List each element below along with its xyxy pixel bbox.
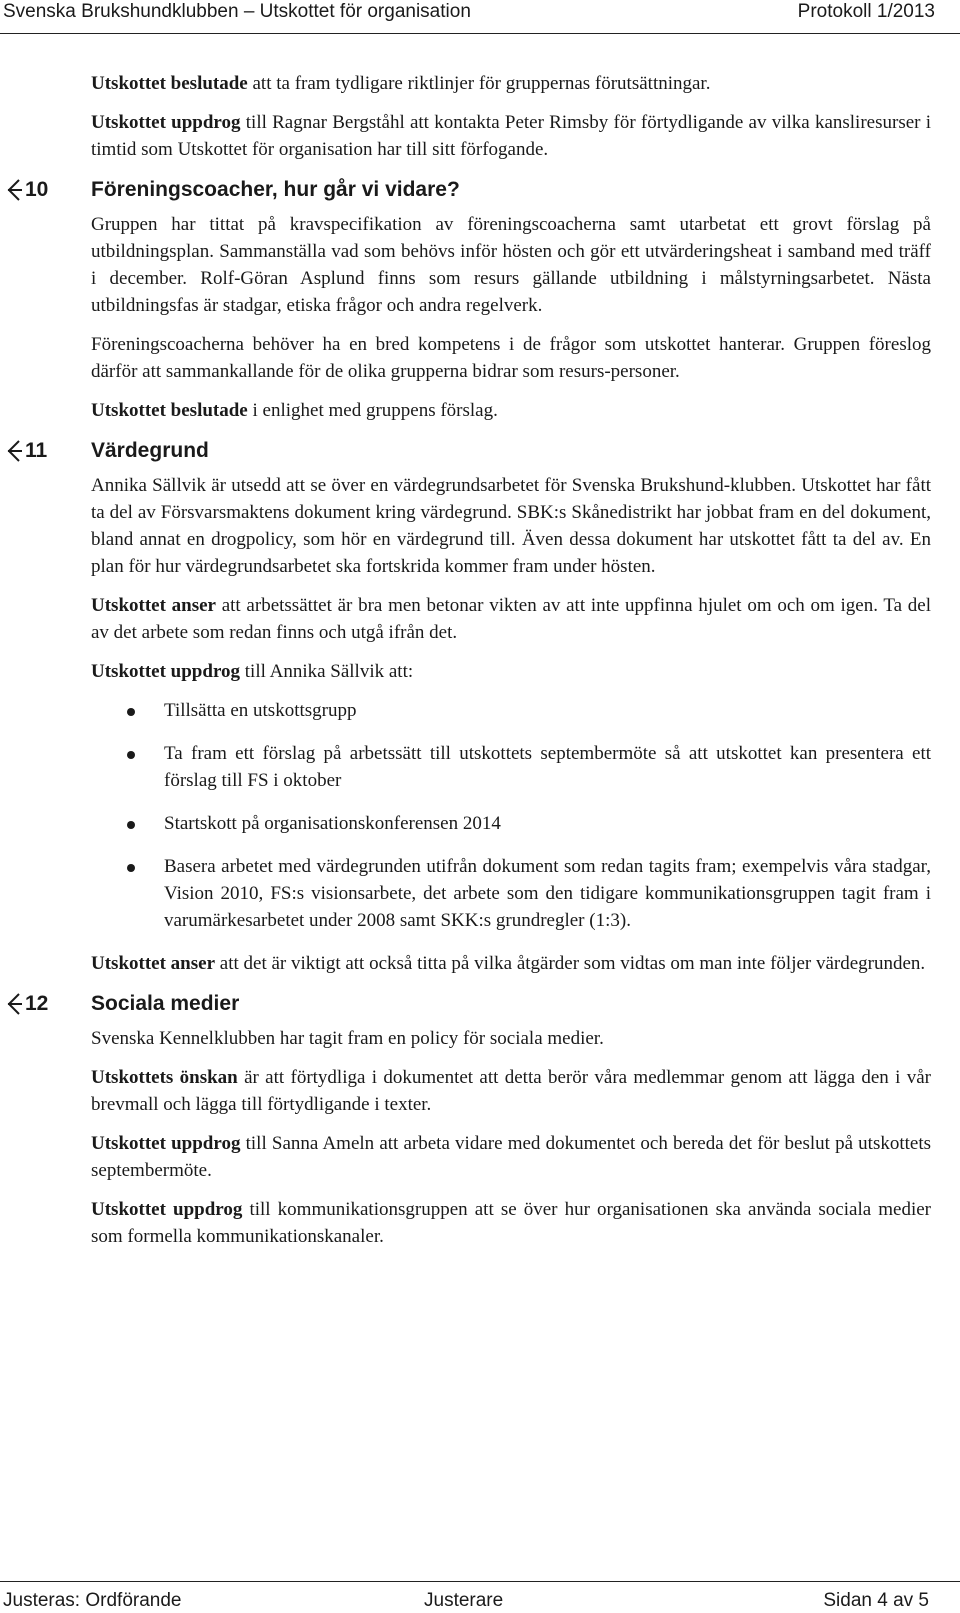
decision-keyword: Utskottet anser — [91, 953, 216, 974]
footer-rule — [0, 1581, 960, 1582]
page-header — [0, 0, 960, 24]
header-organisation: Svenska Brukshundklubben – Utskottet för organisation — [3, 1, 471, 22]
assignment-list — [91, 697, 931, 934]
section-10-paragraph-3 — [91, 397, 931, 424]
bullet-icon — [127, 708, 135, 716]
decision-keyword: Utskottet uppdrog — [91, 661, 241, 682]
section-12-paragraph-3 — [91, 1130, 931, 1184]
list-item — [0, 853, 931, 934]
paragraph-text: till Sanna Ameln att arbeta vidare med dokumentet och bereda det för beslut på utskottets septembermöte. — [91, 1133, 932, 1181]
decision-keyword: Utskottet uppdrog — [91, 1199, 243, 1220]
section-11-paragraph-1: Annika Sällvik är utsedd att se över en värdegrundsarbetet för Svenska Brukshund-klubben. Utskottet har fått ta del av Försvarsmaktens dokument kring värdegrund. SBK:s Skånedistrikt har jobbat fram en del dokument, bland annat en drogpolicy, som hör en värdegrund till. Även dessa dokument har utskottet fått ta del av. En plan för hur värdegrundsarbetet ska fortskrida kommer fram under hösten. — [91, 475, 931, 577]
section-number: 10 — [25, 178, 49, 201]
list-item — [0, 697, 931, 724]
section-heading-11 — [0, 436, 960, 466]
list-item-text: Startskott på organisationskonferensen 2014 — [164, 813, 501, 834]
section-title: Föreningscoacher, hur går vi vidare? — [91, 178, 460, 201]
page-number: Sidan 4 av 5 — [823, 1590, 929, 1611]
decision-keyword: Utskottet beslutade — [91, 73, 248, 94]
section-10-paragraph-1: Gruppen har tittat på kravspecifikation av föreningscoacherna samt utarbetat ett grovt förslag på utbildningsplan. Sammanställa vad som behövs inför hösten och gör ett utvärderingsheat i samband med träff i december. Rolf-Göran Asplund finns som resurs gällande utbildning i målstyrningsarbetet. Nästa utbildningsfas är stadgar, etiska frågor och andra regelverk. — [91, 214, 931, 316]
section-marker-icon — [6, 179, 22, 201]
section-marker-icon — [6, 440, 22, 462]
section-marker-icon — [6, 993, 22, 1015]
decision-keyword: Utskottet uppdrog — [91, 1133, 241, 1154]
section-11-paragraph-2 — [91, 592, 931, 646]
section-10-body — [91, 211, 931, 424]
decision-keyword: Utskottet anser — [91, 595, 216, 616]
section-10-paragraph-2: Föreningscoacherna behöver ha en bred kompetens i de frågor som utskottet hanterar. Gruppen föreslog därför att sammankallande för de olika grupperna bidrar som resurs-personer. — [91, 334, 931, 382]
list-item-text: Basera arbetet med värdegrunden utifrån dokument som redan tagits fram; exempelvis våra stadgar, Vision 2010, FS:s visionsarbete, det arbete som den tidigare kommunikationsgruppen tagit fram i varumärkesarbetet under 2008 samt SKK:s grundregler (1:3). — [164, 856, 931, 931]
header-protocol-number: Protokoll 1/2013 — [797, 1, 935, 22]
bullet-icon — [127, 821, 135, 829]
footer-approval-adjuster: Justerare — [424, 1590, 504, 1611]
section-12-body — [91, 1025, 931, 1250]
intro-block — [91, 70, 931, 163]
section-12-paragraph-2 — [91, 1064, 931, 1118]
paragraph-text: är att förtydliga i dokumentet att detta berör våra medlemmar genom att lägga den i vår brevmall och lägga till förtydligande i texter. — [91, 1067, 931, 1115]
section-11-conclusion — [91, 950, 931, 977]
paragraph-text: till kommunikationsgruppen att se över hur organisationen ska använda sociala medier som formella kommunikationskanaler. — [91, 1199, 931, 1247]
section-12-paragraph-1: Svenska Kennelklubben har tagit fram en policy för sociala medier. — [91, 1028, 604, 1049]
paragraph-text: att ta fram tydligare riktlinjer för gruppernas förutsättningar. — [247, 73, 711, 94]
list-item-text: Tillsätta en utskottsgrupp — [164, 700, 357, 721]
section-12-paragraph-4 — [91, 1196, 931, 1250]
decision-keyword: Utskottet beslutade — [91, 400, 248, 421]
section-heading-10 — [0, 175, 960, 205]
intro-paragraph-2 — [91, 109, 931, 163]
bullet-icon — [127, 751, 135, 759]
decision-keyword: Utskottets önskan — [91, 1067, 238, 1088]
section-11-body — [91, 472, 931, 685]
section-title: Sociala medier — [91, 992, 240, 1015]
paragraph-text: till Annika Sällvik att: — [240, 661, 414, 682]
section-heading-12 — [0, 989, 960, 1019]
list-item — [0, 740, 931, 794]
section-number: 11 — [25, 439, 48, 462]
bullet-icon — [127, 864, 135, 872]
page-footer — [0, 1589, 960, 1613]
section-11-paragraph-3 — [91, 658, 931, 685]
paragraph-text: i enlighet med gruppens förslag. — [247, 400, 498, 421]
intro-paragraph-1 — [91, 70, 931, 97]
decision-keyword: Utskottet uppdrog — [91, 112, 241, 133]
footer-approval-chair: Justeras: Ordförande — [3, 1590, 182, 1611]
document-body — [0, 70, 960, 1262]
list-item — [0, 810, 931, 837]
header-rule — [0, 33, 960, 34]
section-number: 12 — [25, 992, 49, 1015]
section-11-paragraph-4 — [91, 950, 931, 977]
list-item-text: Ta fram ett förslag på arbetssätt till utskottets septembermöte så att utskottet kan presentera ett förslag till FS i oktober — [164, 743, 931, 791]
paragraph-text: till Ragnar Bergståhl att kontakta Peter Rimsby för förtydligande av vilka kansliresurser i timtid som Utskottet för organisation har till sitt förfogande. — [91, 112, 931, 160]
section-title: Värdegrund — [91, 439, 209, 462]
paragraph-text: att det är viktigt att också titta på vilka åtgärder som vidtas om man inte följer värdegrunden. — [215, 953, 926, 974]
paragraph-text: att arbetssättet är bra men betonar vikten av att inte uppfinna hjulet om och om igen. Ta del av det arbete som redan finns och utgå ifrån det. — [91, 595, 931, 643]
